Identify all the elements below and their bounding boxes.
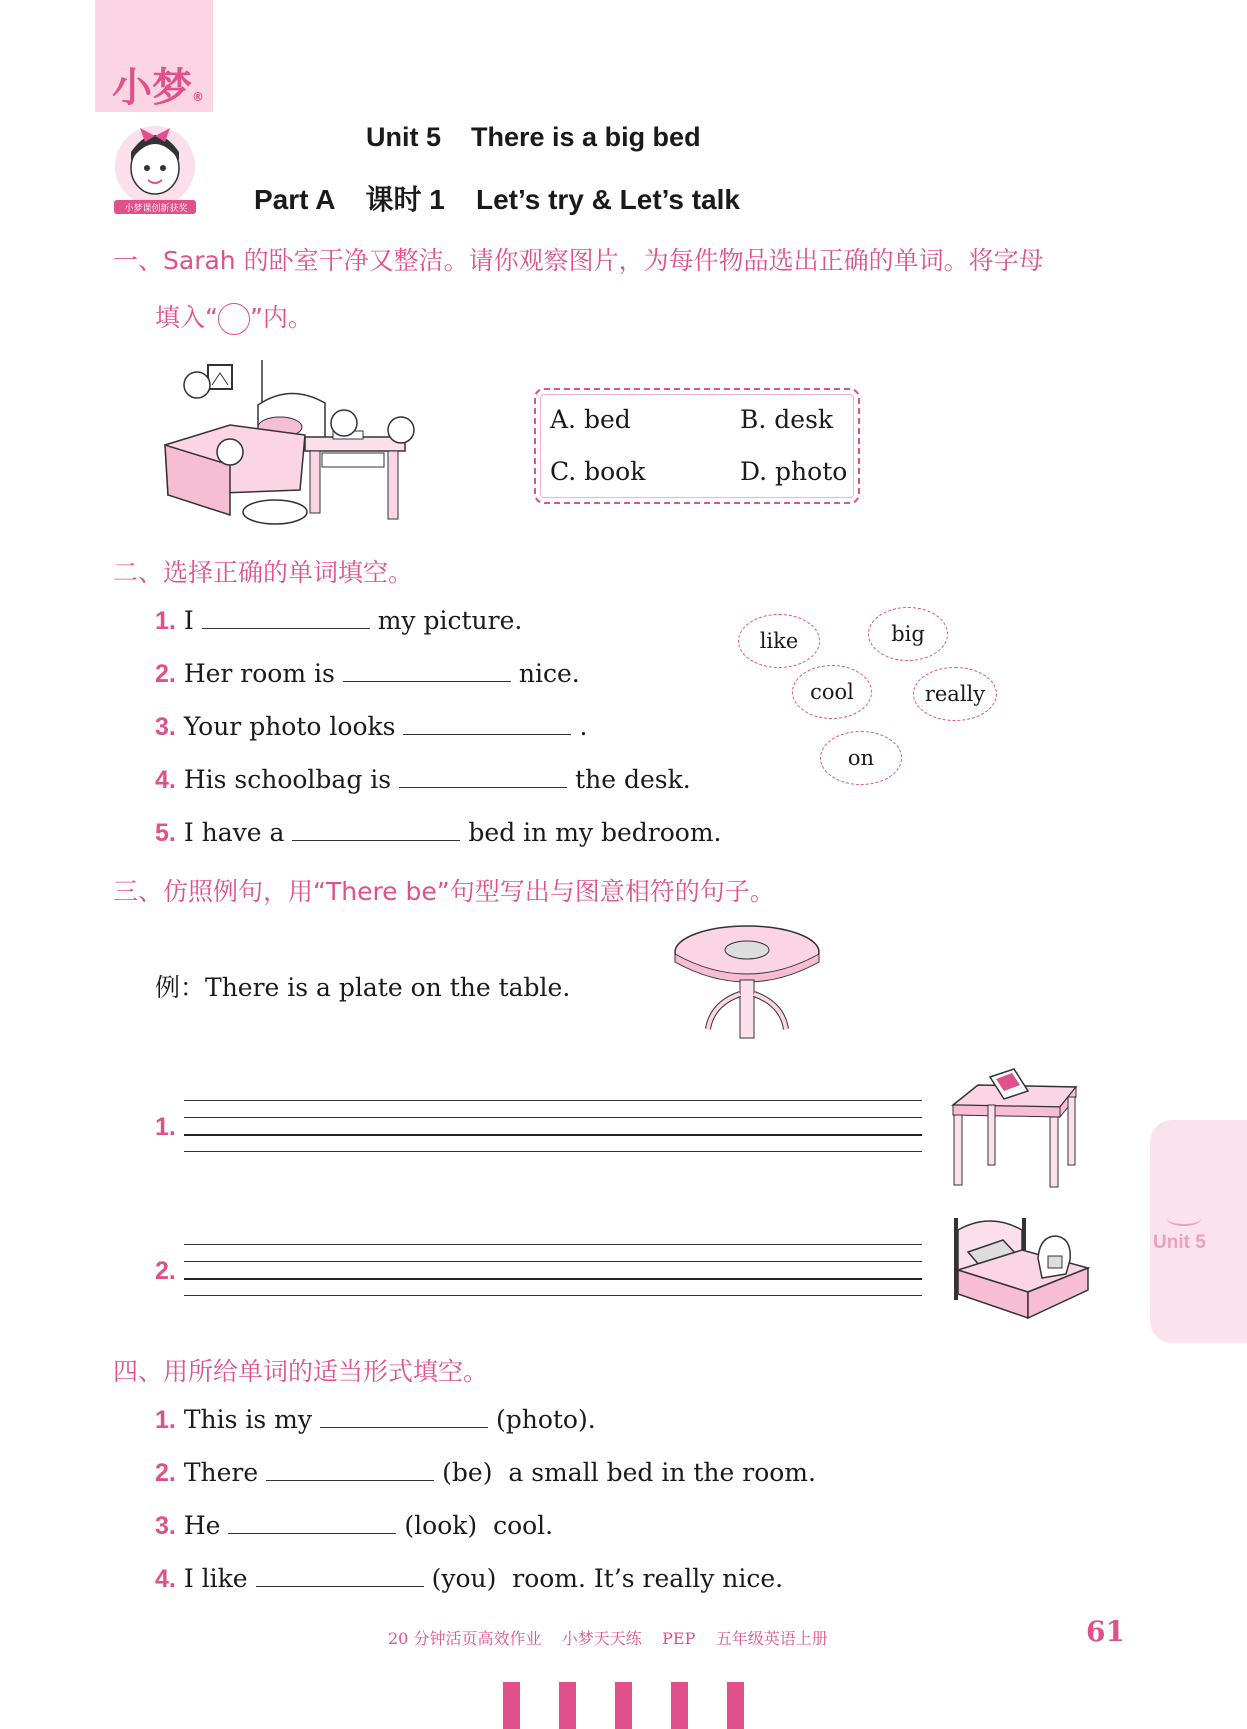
section1-instruction: 一、Sarah 的卧室干净又整洁。请你观察图片，为每件物品选出正确的单词。将字母 [113, 246, 1044, 275]
answer-blank[interactable] [228, 1513, 396, 1534]
word-cloud-like: like [738, 614, 820, 668]
brand-logo: 小梦® [112, 65, 204, 111]
bedroom-illustration [150, 355, 430, 530]
section1-instruction-cont: 填入“ ”内。 [155, 298, 313, 335]
s4-item-1: 1. This is my (photo). [155, 1405, 596, 1434]
word-cloud-cool: cool [792, 665, 872, 719]
option-a: A. bed [550, 405, 631, 434]
page-subtitle: Part A 课时 1 Let’s try & Let’s talk [254, 184, 740, 215]
answer-blank[interactable] [202, 608, 370, 629]
book-on-desk-illustration [948, 1065, 1078, 1190]
answer-blank[interactable] [256, 1566, 424, 1587]
option-c: C. book [550, 457, 646, 486]
writing-line [184, 1244, 922, 1245]
mascot-caption: 小梦课创新获奖 [124, 204, 188, 214]
writing-line [184, 1117, 922, 1118]
answer-blank[interactable] [399, 767, 567, 788]
s2-item-2: 2. Her room is nice. [155, 659, 580, 688]
s2-item-4: 4. His schoolbag is the desk. [155, 765, 691, 794]
s2-item-1: 1. I my picture. [155, 606, 523, 635]
answer-blank[interactable] [266, 1460, 434, 1481]
word-cloud-big: big [868, 607, 948, 661]
table-with-plate-illustration [672, 924, 822, 1042]
footer-bar [503, 1682, 520, 1729]
section3-instruction: 三、仿照例句，用“There be”句型写出与图意相符的句子。 [113, 877, 775, 906]
writing-line[interactable] [184, 1134, 922, 1136]
footer-bar [559, 1682, 576, 1729]
answer-blank[interactable] [343, 661, 511, 682]
s4-item-2: 2. There (be) a small bed in the room. [155, 1458, 816, 1487]
example-sentence: 例：There is a plate on the table. [155, 973, 571, 1002]
s3-item-1-num: 1. [155, 1113, 176, 1141]
s4-item-4: 4. I like (you) room. It’s really nice. [155, 1564, 784, 1593]
writing-line [184, 1151, 922, 1152]
section4-instruction: 四、用所给单词的适当形式填空。 [113, 1357, 489, 1386]
footer-bar [671, 1682, 688, 1729]
schoolbag-on-bed-illustration [948, 1210, 1093, 1330]
word-cloud-really: really [913, 667, 997, 721]
footer-bar [727, 1682, 744, 1729]
footer-bar [615, 1682, 632, 1729]
s2-item-3: 3. Your photo looks . [155, 712, 588, 741]
answer-blank[interactable] [320, 1407, 488, 1428]
crown-icon [1166, 1210, 1202, 1226]
writing-line [184, 1295, 922, 1296]
section2-instruction: 二、选择正确的单词填空。 [113, 558, 414, 587]
s3-item-2-num: 2. [155, 1257, 176, 1285]
answer-circle-icon [218, 303, 250, 335]
answer-blank[interactable] [292, 820, 460, 841]
writing-line[interactable] [184, 1278, 922, 1280]
page-number: 61 [1086, 1615, 1125, 1648]
option-d: D. photo [740, 457, 848, 486]
page-title: Unit 5 There is a big bed [366, 122, 701, 152]
writing-line [184, 1100, 922, 1101]
footer-text: 20 分钟活页高效作业 小梦天天练 PEP 五年级英语上册 [388, 1629, 828, 1648]
s4-item-3: 3. He (look) cool. [155, 1511, 554, 1540]
unit-side-tab-label: Unit 5 [1153, 1232, 1206, 1253]
writing-line [184, 1261, 922, 1262]
answer-blank[interactable] [403, 714, 571, 735]
word-cloud-on: on [820, 731, 902, 785]
option-b: B. desk [740, 405, 834, 434]
s2-item-5: 5. I have a bed in my bedroom. [155, 818, 722, 847]
